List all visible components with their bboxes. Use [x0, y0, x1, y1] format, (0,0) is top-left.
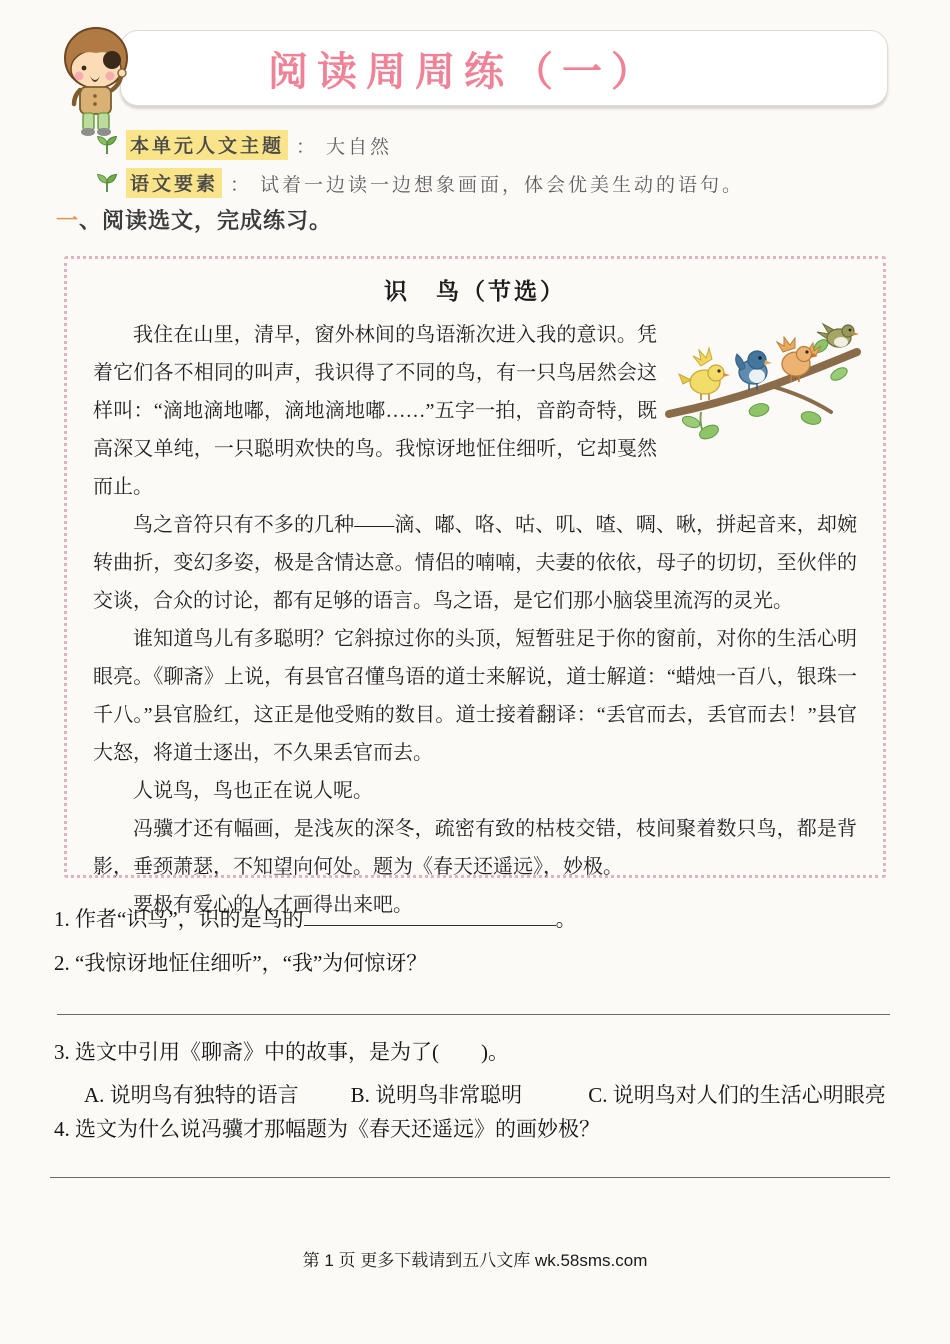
- question-4: [54, 1113, 894, 1143]
- unit-theme-value: 大自然: [326, 136, 393, 158]
- reading-passage-box: [64, 256, 886, 916]
- question-2-answer-line: [57, 1014, 890, 1016]
- sprout-icon: [96, 173, 118, 193]
- section-number: 一: [56, 208, 80, 233]
- passage-paragraph: 人说鸟，鸟也正在说人呢。: [133, 780, 373, 802]
- question-1-period: 。: [555, 907, 577, 931]
- question-3-option-b: B. 说明鸟非常聪明: [350, 1083, 523, 1107]
- language-element-value: 试着一边读一边想象画面，体会优美生动的语句。: [260, 174, 745, 196]
- sprout-icon: [96, 135, 118, 155]
- unit-theme-sep: ：: [296, 136, 319, 158]
- question-4-text: 4. 选文为什么说冯骥才那幅题为《春天还遥远》的画妙极？: [54, 1117, 600, 1141]
- question-3-option-a: A. 说明鸟有独特的语言: [84, 1083, 299, 1107]
- question-3-options: [84, 1079, 924, 1109]
- question-3-text: 3. 选文中引用《聊斋》中的故事，是为了( )。: [54, 1040, 509, 1064]
- language-element-sep: ：: [230, 174, 253, 196]
- language-element-label: 语文要素: [126, 168, 222, 198]
- page-title: 阅读周周练（一）: [268, 49, 660, 94]
- page-footer: 第 1 页 更多下载请到五八文库 wk.58sms.com: [302, 1251, 648, 1270]
- language-element-line: [96, 170, 744, 196]
- question-1-answer-blank: [304, 906, 556, 926]
- passage-title: 识 鸟（节选）: [384, 279, 566, 304]
- question-3-option-c: C. 说明鸟对人们的生活心明眼亮: [588, 1083, 886, 1107]
- birds-on-branch-illustration: [671, 318, 857, 440]
- question-1-text: 1. 作者“识鸟”，识的是鸟的: [54, 907, 304, 931]
- mascot-illustration: [50, 20, 142, 138]
- passage-paragraph: 我住在山里，清早，窗外林间的鸟语渐次进入我的意识。凭着它们各不相同的叫声，我识得了不同的鸟，有一只鸟居然会这样叫：“滴地滴地嘟，滴地滴地嘟……”五字一拍，音韵奇特，既高深又单纯，一只聪明欢快的鸟。我惊讶地怔住细听，它却戛然而止。: [93, 324, 657, 498]
- question-2-text: 2. “我惊讶地怔住细听”，“我”为何惊讶？: [54, 951, 428, 975]
- question-3: [54, 1036, 894, 1066]
- question-4-answer-line: [50, 1177, 890, 1179]
- question-2: [54, 947, 894, 977]
- passage-paragraph: 冯骥才还有幅画，是浅灰的深冬，疏密有致的枯枝交错，枝间聚着数只鸟，都是背影，垂颈萧瑟，不知望向何处。题为《春天还遥远》，妙极。: [93, 818, 857, 878]
- page-header-banner: [120, 30, 888, 106]
- passage-paragraph: 要极有爱心的人才画得出来吧。: [133, 894, 413, 916]
- unit-theme-label: 本单元人文主题: [126, 130, 288, 160]
- section-heading: [56, 204, 332, 235]
- passage-paragraph: 谁知道鸟儿有多聪明？它斜掠过你的头顶，短暂驻足于你的窗前，对你的生活心明眼亮。《聊斋》上说，有县官召懂鸟语的道士来解说，道士解道：“蜡烛一百八，银珠一千八。”县官脸红，这正是他受贿的数目。道士接着翻译：“丢官而去，丢官而去！”县官大怒，将道士逐出，不久果丢官而去。: [93, 628, 857, 764]
- passage-paragraph: 鸟之音符只有不多的几种——滴、嘟、咯、咕、叽、喳、啁、啾，拼起音来，却婉转曲折，变幻多姿，极是含情达意。情侣的喃喃，夫妻的依依，母子的切切，至伙伴的交谈，合众的讨论，都有足够的语言。鸟之语，是它们那小脑袋里流泻的灵光。: [93, 514, 857, 612]
- section-title: 、阅读选文，完成练习。: [79, 208, 333, 233]
- question-1: [54, 903, 894, 933]
